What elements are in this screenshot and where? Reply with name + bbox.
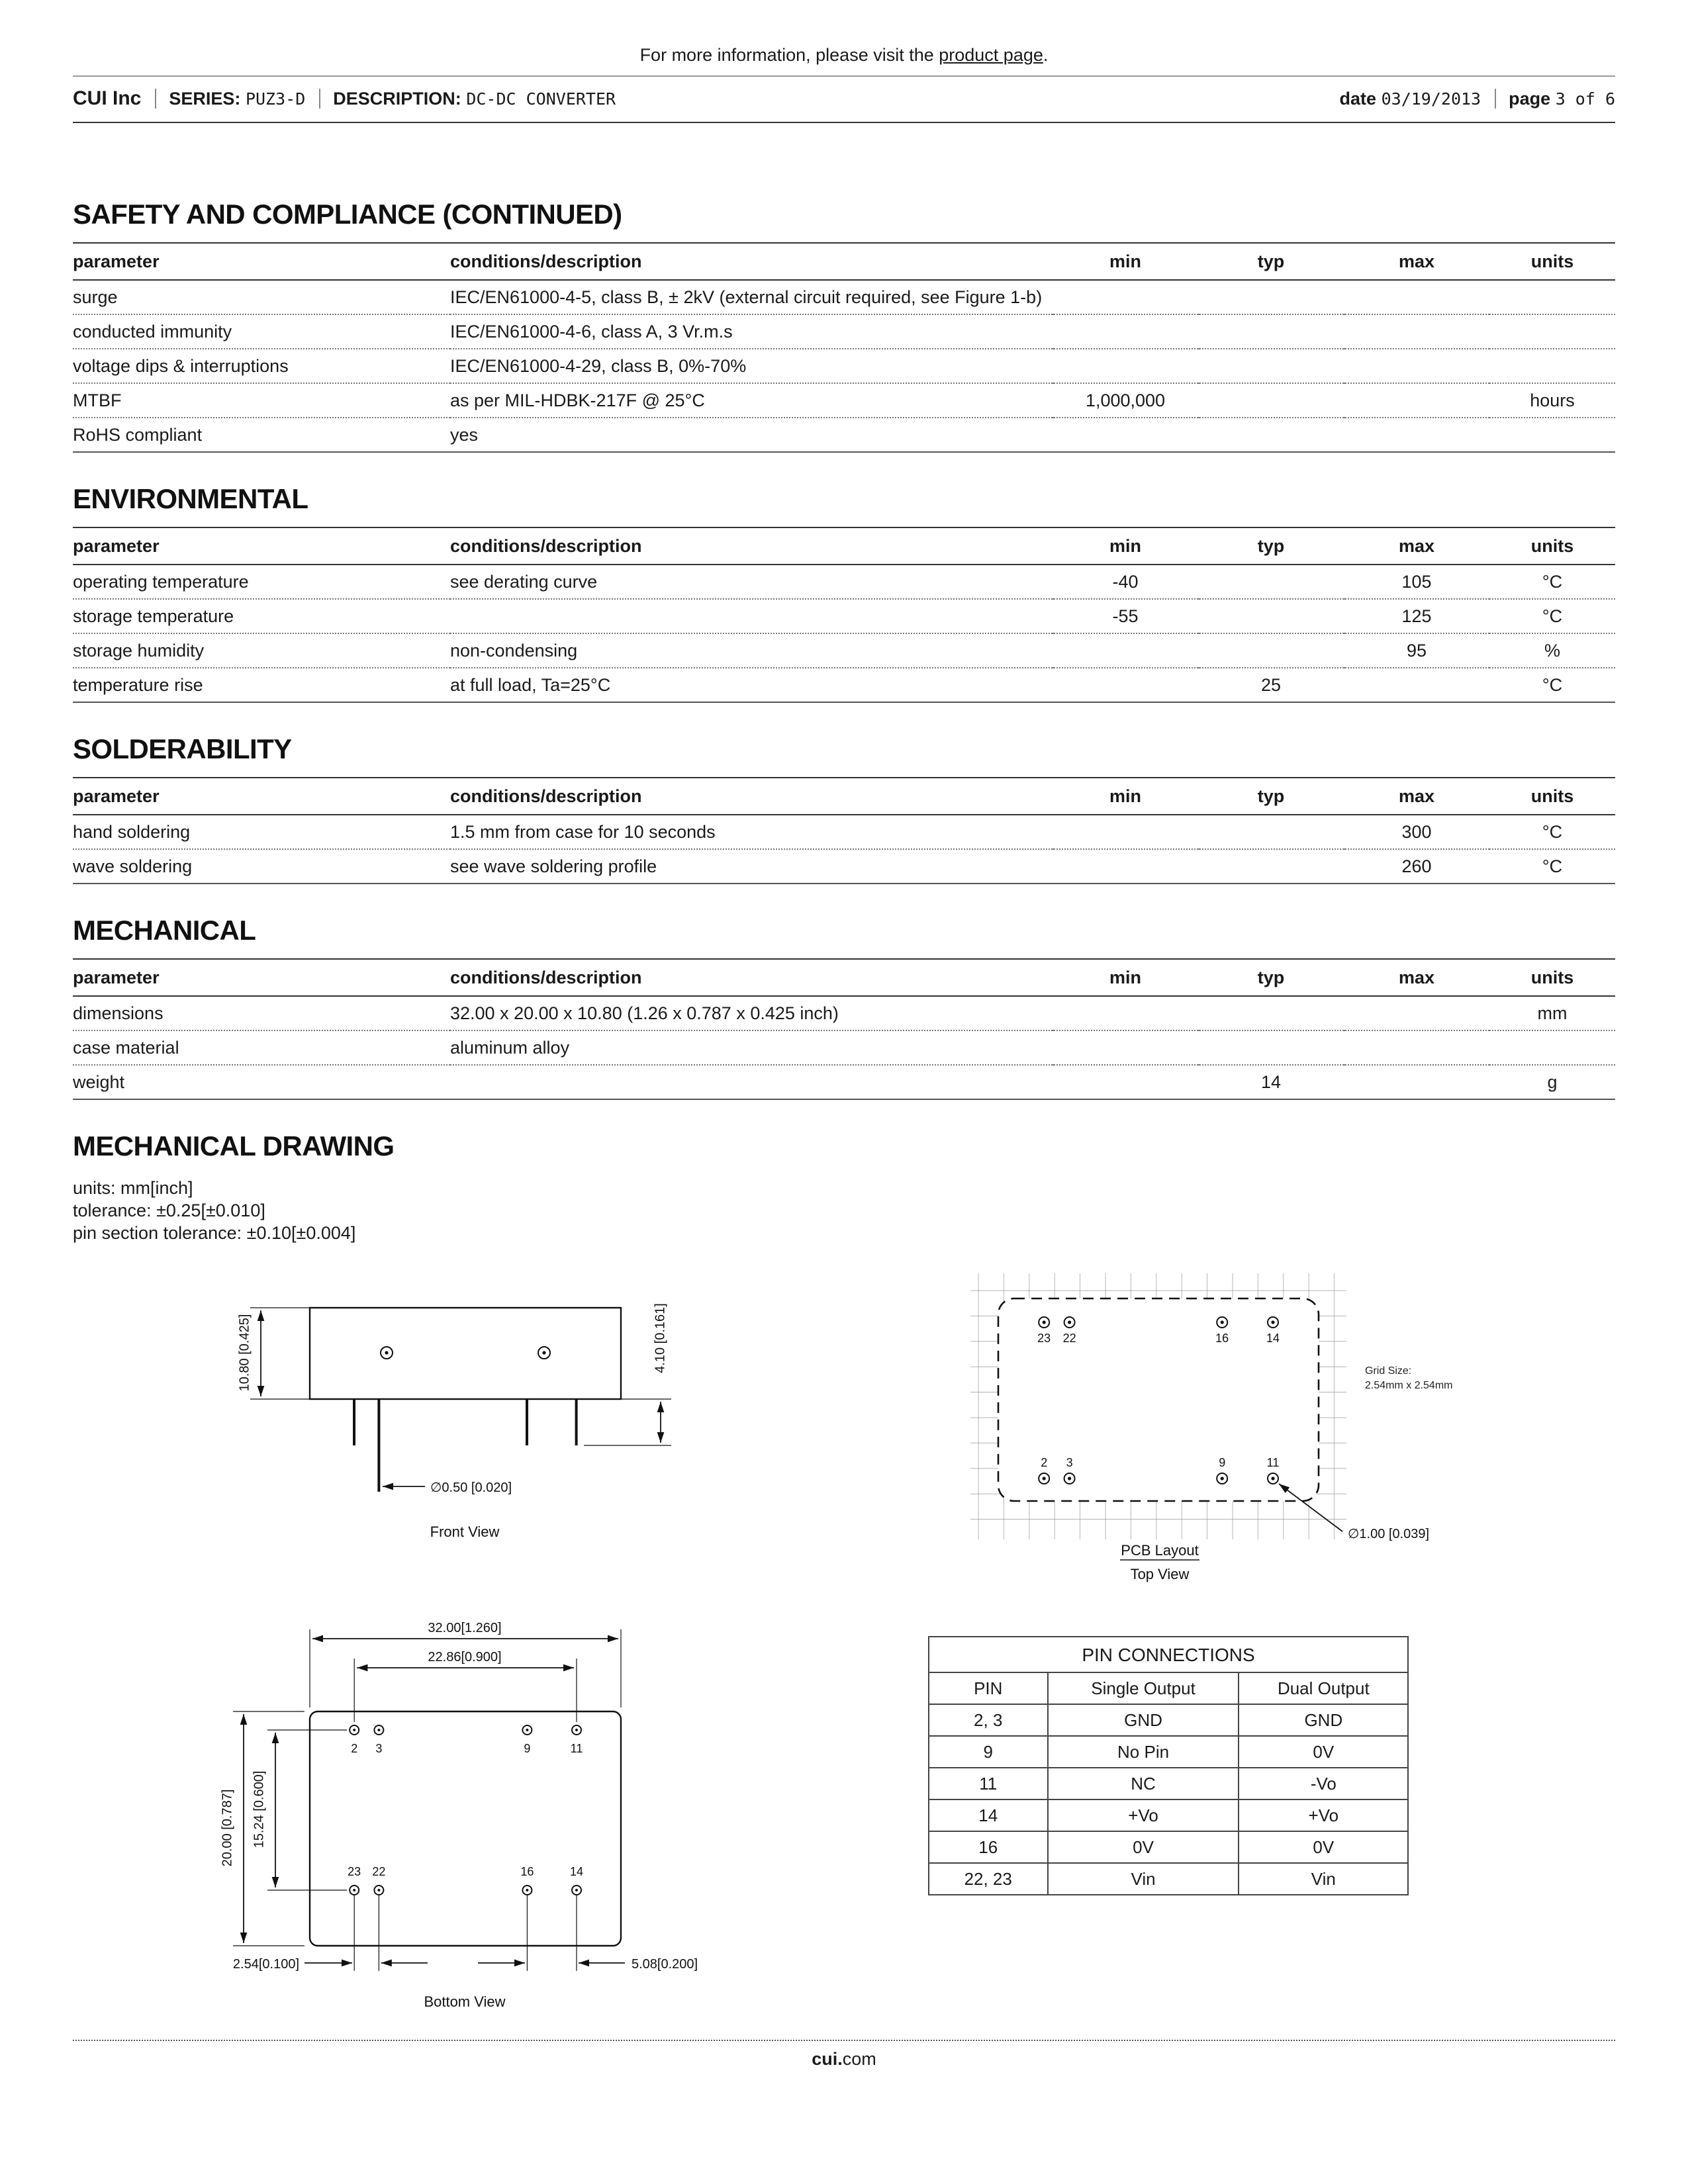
col-max: max xyxy=(1344,959,1489,996)
cell-conditions: aluminum alloy xyxy=(450,1030,1053,1065)
cell-typ xyxy=(1198,633,1344,668)
dim-case-depth-label: 20.00 [0.787] xyxy=(220,1789,235,1867)
col-units: units xyxy=(1489,527,1615,565)
grid-size-label: Grid Size: xyxy=(1365,1365,1412,1377)
col-min: min xyxy=(1053,527,1198,565)
cell-conditions: 32.00 x 20.00 x 10.80 (1.26 x 0.787 x 0.425 inch) xyxy=(450,996,1053,1030)
cell-max xyxy=(1344,418,1489,452)
cell-parameter: RoHS compliant xyxy=(73,418,450,452)
cell-conditions: see wave soldering profile xyxy=(450,849,1053,884)
pin-label-23: 23 xyxy=(348,1865,361,1878)
date-label: date xyxy=(1339,89,1377,109)
cell-min xyxy=(1053,633,1198,668)
cell-min xyxy=(1053,1065,1198,1099)
cell-units: hours xyxy=(1489,383,1615,418)
product-page-link[interactable]: product page xyxy=(939,45,1043,65)
cell-max xyxy=(1344,349,1489,383)
cell-min xyxy=(1053,849,1198,884)
cell-units: % xyxy=(1489,633,1615,668)
col-typ: typ xyxy=(1198,959,1344,996)
front-view-caption: Front View xyxy=(430,1524,500,1540)
cell-typ: 25 xyxy=(1198,668,1344,702)
cell-conditions: yes xyxy=(450,418,1053,452)
col-single-output: Single Output xyxy=(1047,1672,1239,1704)
cell-units xyxy=(1489,418,1615,452)
cell-units xyxy=(1489,314,1615,349)
cell-typ xyxy=(1198,280,1344,314)
col-conditions: conditions/description xyxy=(450,778,1053,815)
pin-label-14: 14 xyxy=(569,1865,584,1878)
table-header-row xyxy=(73,527,1615,565)
cell-pin: 14 xyxy=(929,1799,1047,1831)
description xyxy=(333,89,616,109)
pcb-outline xyxy=(998,1298,1319,1501)
cell-min xyxy=(1053,996,1198,1030)
grid-size-value: 2.54mm x 2.54mm xyxy=(1365,1380,1453,1391)
pin-label-16: 16 xyxy=(520,1865,534,1878)
cell-parameter: operating temperature xyxy=(73,565,450,599)
cell-units xyxy=(1489,349,1615,383)
col-parameter: parameter xyxy=(73,527,450,565)
cell-max: 300 xyxy=(1344,815,1489,849)
mechanical-drawing-area xyxy=(0,1265,1688,2040)
cell-max xyxy=(1344,383,1489,418)
cell-single-output: GND xyxy=(1047,1704,1239,1736)
pcb-layout-drawing xyxy=(953,1265,1483,1590)
pad-label-9: 9 xyxy=(1219,1456,1226,1469)
cell-conditions: 1.5 mm from case for 10 seconds xyxy=(450,815,1053,849)
dim-case-height-label: 10.80 [0.425] xyxy=(237,1314,252,1392)
dim-hole-diameter-label: ∅1.00 [0.039] xyxy=(1348,1527,1430,1541)
cell-parameter: storage temperature xyxy=(73,599,450,633)
col-typ: typ xyxy=(1198,527,1344,565)
front-view-pins xyxy=(354,1399,577,1492)
col-pin: PIN xyxy=(929,1672,1047,1704)
table-row xyxy=(73,815,1615,849)
cell-single-output: Vin xyxy=(1047,1863,1239,1895)
page-number xyxy=(1509,89,1615,109)
table-row xyxy=(73,418,1615,452)
pad-label-14: 14 xyxy=(1266,1332,1280,1345)
dim-case-width-label: 32.00[1.260] xyxy=(428,1621,502,1635)
footer-brand-bold: cui. xyxy=(812,2049,843,2069)
cell-typ xyxy=(1198,349,1344,383)
cell-units: °C xyxy=(1489,815,1615,849)
cell-single-output: NC xyxy=(1047,1768,1239,1799)
cell-conditions: IEC/EN61000-4-5, class B, ± 2kV (external circuit required, see Figure 1-b) xyxy=(450,280,1053,314)
cell-conditions: non-condensing xyxy=(450,633,1053,668)
date xyxy=(1340,89,1481,109)
pin-connections-row xyxy=(929,1768,1408,1799)
header-bar xyxy=(73,75,1615,123)
section-title-mechanical: MECHANICAL xyxy=(73,916,256,946)
cell-units xyxy=(1489,280,1615,314)
col-typ: typ xyxy=(1198,778,1344,815)
col-max: max xyxy=(1344,243,1489,280)
header-divider xyxy=(154,89,156,109)
pin-connections-header-row xyxy=(929,1672,1408,1704)
date-value: 03/19/2013 xyxy=(1381,89,1481,109)
pin-connections-title: PIN CONNECTIONS xyxy=(929,1637,1408,1672)
col-min: min xyxy=(1053,959,1198,996)
cell-min: 1,000,000 xyxy=(1053,383,1198,418)
cell-typ: 14 xyxy=(1198,1065,1344,1099)
cell-conditions: as per MIL-HDBK-217F @ 25°C xyxy=(450,383,1053,418)
cell-typ xyxy=(1198,996,1344,1030)
cell-max xyxy=(1344,1065,1489,1099)
cell-min xyxy=(1053,314,1198,349)
cell-min xyxy=(1053,815,1198,849)
cell-min: -55 xyxy=(1053,599,1198,633)
description-value: DC-DC CONVERTER xyxy=(466,89,616,109)
cell-pin: 11 xyxy=(929,1768,1047,1799)
col-units: units xyxy=(1489,243,1615,280)
top-link-prefix: For more information, please visit the xyxy=(639,45,939,65)
table-header-row xyxy=(73,959,1615,996)
cell-dual-output: +Vo xyxy=(1239,1799,1408,1831)
col-typ: typ xyxy=(1198,243,1344,280)
cell-parameter: case material xyxy=(73,1030,450,1065)
section-title-mechanical-drawing: MECHANICAL DRAWING xyxy=(73,1132,395,1162)
cell-parameter: dimensions xyxy=(73,996,450,1030)
cell-typ xyxy=(1198,849,1344,884)
cell-pin: 2, 3 xyxy=(929,1704,1047,1736)
front-view-drawing xyxy=(205,1265,695,1550)
cell-conditions: IEC/EN61000-4-29, class B, 0%-70% xyxy=(450,349,1053,383)
company-name: CUI Inc xyxy=(73,87,142,110)
pin-label-11: 11 xyxy=(570,1742,583,1755)
cell-max: 95 xyxy=(1344,633,1489,668)
col-conditions: conditions/description xyxy=(450,527,1053,565)
cell-dual-output: GND xyxy=(1239,1704,1408,1736)
table-row xyxy=(73,314,1615,349)
table-row xyxy=(73,599,1615,633)
cell-dual-output: 0V xyxy=(1239,1736,1408,1768)
dim-pin-diameter-label: ∅0.50 [0.020] xyxy=(430,1480,512,1495)
drawing-note: tolerance: ±0.25[±0.010] xyxy=(73,1201,265,1220)
cell-dual-output: -Vo xyxy=(1239,1768,1408,1799)
cell-parameter: surge xyxy=(73,280,450,314)
cell-max: 260 xyxy=(1344,849,1489,884)
table-row xyxy=(73,633,1615,668)
header-divider xyxy=(1494,89,1495,109)
bottom-view-caption: Bottom View xyxy=(424,1993,506,2010)
pad-label-16: 16 xyxy=(1215,1332,1229,1345)
cell-units: mm xyxy=(1489,996,1615,1030)
col-parameter: parameter xyxy=(73,778,450,815)
cell-conditions xyxy=(450,599,1053,633)
pin-connections-row xyxy=(929,1736,1408,1768)
bottom-view-dimensions xyxy=(220,1621,698,1972)
cell-min xyxy=(1053,280,1198,314)
cell-units xyxy=(1489,1030,1615,1065)
cell-max: 125 xyxy=(1344,599,1489,633)
front-view-case xyxy=(310,1308,621,1399)
col-max: max xyxy=(1344,527,1489,565)
pin-connections-row xyxy=(929,1704,1408,1736)
cell-min: -40 xyxy=(1053,565,1198,599)
header-divider xyxy=(318,89,320,109)
table-row xyxy=(73,565,1615,599)
cell-pin: 9 xyxy=(929,1736,1047,1768)
cell-single-output: 0V xyxy=(1047,1831,1239,1863)
table-row xyxy=(73,349,1615,383)
pin-connections-row xyxy=(929,1831,1408,1863)
footer-brand-rest: com xyxy=(842,2049,876,2069)
col-parameter: parameter xyxy=(73,243,450,280)
dim-pin-length-label: 4.10 [0.161] xyxy=(653,1303,668,1373)
top-view-caption: Top View xyxy=(1130,1566,1190,1582)
cell-max xyxy=(1344,280,1489,314)
section-title-environmental: ENVIRONMENTAL xyxy=(73,484,308,515)
table-row xyxy=(73,1065,1615,1099)
cell-typ xyxy=(1198,815,1344,849)
cell-typ xyxy=(1198,565,1344,599)
cell-parameter: voltage dips & interruptions xyxy=(73,349,450,383)
pin-label-3: 3 xyxy=(375,1742,383,1755)
col-conditions: conditions/description xyxy=(450,959,1053,996)
col-min: min xyxy=(1053,778,1198,815)
col-conditions: conditions/description xyxy=(450,243,1053,280)
cell-units: °C xyxy=(1489,668,1615,702)
mechanical-table xyxy=(73,958,1615,1100)
cell-dual-output: 0V xyxy=(1239,1831,1408,1863)
drawing-notes xyxy=(73,1177,1688,1244)
table-row xyxy=(73,849,1615,884)
col-parameter: parameter xyxy=(73,959,450,996)
table-row xyxy=(73,668,1615,702)
pcb-layout-caption: PCB Layout xyxy=(1121,1542,1199,1559)
table-row xyxy=(73,1030,1615,1065)
cell-max xyxy=(1344,996,1489,1030)
cell-conditions: at full load, Ta=25°C xyxy=(450,668,1053,702)
header-left xyxy=(73,87,616,110)
page-label: page xyxy=(1509,89,1551,109)
cell-min xyxy=(1053,1030,1198,1065)
section-title-solderability: SOLDERABILITY xyxy=(73,735,292,765)
table-header-row xyxy=(73,778,1615,815)
drawing-note: pin section tolerance: ±0.10[±0.004] xyxy=(73,1223,356,1243)
safety-table xyxy=(73,242,1615,453)
cell-units: °C xyxy=(1489,565,1615,599)
solderability-table xyxy=(73,777,1615,884)
series xyxy=(169,89,305,109)
cell-parameter: weight xyxy=(73,1065,450,1099)
cell-typ xyxy=(1198,599,1344,633)
cell-parameter: conducted immunity xyxy=(73,314,450,349)
dim-pin-span-y-label: 15.24 [0.600] xyxy=(252,1770,267,1848)
description-label: DESCRIPTION: xyxy=(333,89,461,109)
dim-pin-span-x-label: 22.86[0.900] xyxy=(428,1650,502,1664)
environmental-table xyxy=(73,527,1615,703)
col-min: min xyxy=(1053,243,1198,280)
header-right xyxy=(1340,89,1615,109)
cell-units: g xyxy=(1489,1065,1615,1099)
table-header-row xyxy=(73,243,1615,280)
pad-label-3: 3 xyxy=(1066,1456,1073,1469)
dim-pin-gap-label: 5.08[0.200] xyxy=(632,1957,698,1972)
pin-connections-table xyxy=(928,1636,1409,1895)
cell-pin: 16 xyxy=(929,1831,1047,1863)
pcb-captions xyxy=(1120,1542,1199,1582)
dim-pin-pitch-label: 2.54[0.100] xyxy=(232,1957,299,1972)
cell-single-output: +Vo xyxy=(1047,1799,1239,1831)
cell-parameter: storage humidity xyxy=(73,633,450,668)
cell-parameter: MTBF xyxy=(73,383,450,418)
bottom-view-pin-labels xyxy=(348,1742,583,1878)
table-row xyxy=(73,996,1615,1030)
pin-connections-row xyxy=(929,1863,1408,1895)
cell-units: °C xyxy=(1489,599,1615,633)
pin-label-9: 9 xyxy=(524,1742,531,1755)
cell-typ xyxy=(1198,314,1344,349)
pin-label-2: 2 xyxy=(351,1742,358,1755)
cell-parameter: temperature rise xyxy=(73,668,450,702)
cell-dual-output: Vin xyxy=(1239,1863,1408,1895)
cell-parameter: wave soldering xyxy=(73,849,450,884)
cell-parameter: hand soldering xyxy=(73,815,450,849)
cell-max xyxy=(1344,314,1489,349)
table-row xyxy=(73,280,1615,314)
cell-typ xyxy=(1198,383,1344,418)
pad-label-2: 2 xyxy=(1041,1456,1048,1469)
col-units: units xyxy=(1489,959,1615,996)
series-label: SERIES: xyxy=(169,89,241,109)
pin-connections-row xyxy=(929,1799,1408,1831)
cell-typ xyxy=(1198,1030,1344,1065)
cell-typ xyxy=(1198,418,1344,452)
cell-single-output: No Pin xyxy=(1047,1736,1239,1768)
drawing-note: units: mm[inch] xyxy=(73,1178,193,1198)
pad-label-23: 23 xyxy=(1037,1332,1051,1345)
cell-max: 105 xyxy=(1344,565,1489,599)
page-footer xyxy=(73,2040,1615,2069)
cell-min xyxy=(1053,349,1198,383)
pad-label-11: 11 xyxy=(1266,1456,1280,1469)
section-title-safety: SAFETY AND COMPLIANCE (CONTINUED) xyxy=(73,200,622,230)
cell-units: °C xyxy=(1489,849,1615,884)
bottom-view-drawing xyxy=(172,1603,768,2026)
pin-label-22: 22 xyxy=(372,1865,386,1878)
cell-max xyxy=(1344,668,1489,702)
pin-connections-title-row xyxy=(929,1637,1408,1672)
top-link xyxy=(0,0,1688,65)
cell-conditions: see derating curve xyxy=(450,565,1053,599)
top-link-suffix: . xyxy=(1043,45,1049,65)
col-units: units xyxy=(1489,778,1615,815)
table-row xyxy=(73,383,1615,418)
col-max: max xyxy=(1344,778,1489,815)
cell-min xyxy=(1053,418,1198,452)
col-dual-output: Dual Output xyxy=(1239,1672,1408,1704)
page-value: 3 of 6 xyxy=(1555,89,1615,109)
pad-label-22: 22 xyxy=(1062,1332,1076,1345)
cell-min xyxy=(1053,668,1198,702)
cell-conditions xyxy=(450,1065,1053,1099)
cell-max xyxy=(1344,1030,1489,1065)
cell-conditions: IEC/EN61000-4-6, class A, 3 Vr.m.s xyxy=(450,314,1053,349)
cell-pin: 22, 23 xyxy=(929,1863,1047,1895)
series-value: PUZ3-D xyxy=(245,89,306,109)
